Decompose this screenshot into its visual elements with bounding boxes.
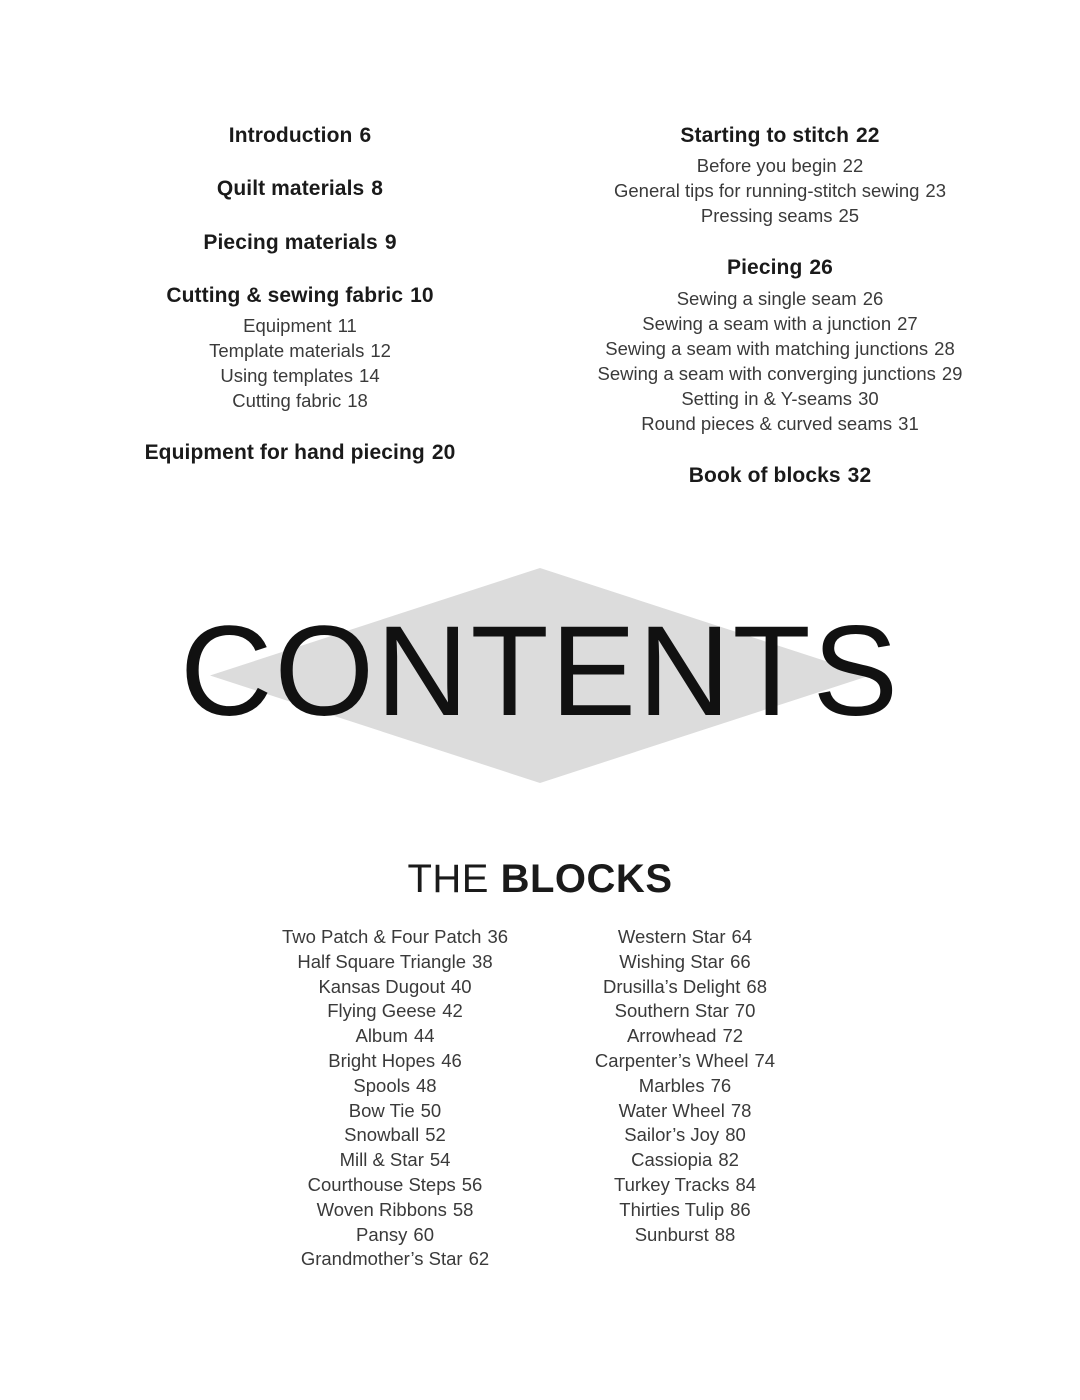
block-label: Two Patch & Four Patch (281, 926, 482, 947)
block-page: 74 (754, 1049, 776, 1071)
toc-sub-list (550, 286, 1010, 436)
table-of-contents (0, 122, 1080, 493)
toc-group-piecing (550, 254, 1010, 435)
block-page: 80 (725, 1124, 746, 1146)
toc-item-label: Sewing a seam with matching junctions (605, 337, 929, 359)
list-item[interactable] (550, 336, 1010, 361)
list-item[interactable] (250, 950, 540, 975)
list-item[interactable] (550, 311, 1010, 336)
block-page: 54 (429, 1149, 451, 1171)
block-page: 84 (735, 1173, 757, 1195)
toc-group-page: 26 (809, 256, 833, 280)
toc-group-page: 6 (359, 124, 372, 147)
toc-item-page: 28 (934, 337, 955, 359)
block-label: Southern Star (614, 1000, 729, 1022)
toc-group-label: Quilt materials (216, 177, 365, 201)
block-page: 56 (461, 1173, 483, 1195)
toc-group-title[interactable] (550, 254, 1010, 281)
list-item[interactable] (70, 363, 530, 388)
list-item[interactable] (540, 1223, 830, 1248)
block-page: 46 (441, 1049, 462, 1071)
toc-group-piecing-materials (70, 229, 530, 256)
list-item[interactable] (540, 925, 830, 950)
toc-group-quilt-materials (70, 175, 530, 202)
list-item[interactable] (540, 1099, 830, 1124)
toc-group-title[interactable] (70, 122, 530, 149)
toc-item-page: 12 (370, 340, 391, 362)
block-page: 52 (425, 1124, 446, 1146)
toc-item-page: 23 (925, 180, 946, 202)
toc-item-page: 26 (862, 287, 884, 309)
list-item[interactable] (550, 178, 1010, 203)
list-item[interactable] (550, 411, 1010, 436)
block-label: Bright Hopes (328, 1049, 436, 1071)
toc-item-page: 29 (941, 362, 963, 384)
toc-group-label: Cutting & sewing fabric (166, 283, 404, 307)
block-label: Drusilla’s Delight (602, 975, 741, 997)
toc-item-label: General tips for running-stitch sewing (614, 180, 920, 202)
toc-item-page: 18 (347, 390, 368, 412)
block-label: Western Star (617, 926, 726, 947)
toc-group-label: Piecing materials (203, 230, 378, 254)
toc-group-title[interactable] (550, 462, 1010, 489)
list-item[interactable] (550, 361, 1010, 386)
toc-group-label: Piecing (727, 256, 803, 280)
page-title: CONTENTS (180, 600, 900, 743)
blocks-list (0, 925, 1080, 1272)
block-page: 82 (718, 1149, 739, 1171)
list-item[interactable] (540, 999, 830, 1024)
block-label: Carpenter’s Wheel (594, 1049, 749, 1071)
toc-item-label: Sewing a seam with a junction (642, 312, 892, 334)
block-label: Woven Ribbons (316, 1198, 447, 1220)
list-item[interactable] (250, 1074, 540, 1099)
block-label: Water Wheel (618, 1099, 725, 1121)
toc-group-introduction (70, 122, 530, 149)
blocks-list-left (250, 925, 540, 1272)
toc-group-label: Introduction (228, 124, 353, 147)
block-label: Snowball (344, 1124, 420, 1146)
block-page: 66 (730, 950, 751, 972)
toc-group-page: 10 (410, 283, 434, 307)
block-page: 38 (472, 950, 493, 972)
toc-item-label: Pressing seams (700, 205, 833, 227)
block-label: Sailor’s Joy (624, 1124, 720, 1146)
toc-item-label: Sewing a single seam (676, 287, 857, 309)
block-label: Bow Tie (348, 1099, 415, 1121)
toc-group-title[interactable] (70, 175, 530, 202)
block-page: 48 (416, 1074, 437, 1096)
block-page: 58 (452, 1198, 474, 1220)
toc-right-column (540, 122, 1010, 493)
list-item[interactable] (250, 1024, 540, 1049)
toc-group-cutting-sewing-fabric (70, 282, 530, 413)
toc-item-label: Equipment (243, 315, 332, 337)
blocks-left-column (250, 925, 540, 1272)
block-label: Cassiopia (631, 1149, 713, 1171)
blocks-section-heading (0, 855, 1080, 903)
block-page: 62 (468, 1248, 490, 1270)
block-label: Wishing Star (619, 950, 725, 972)
list-item[interactable] (70, 313, 530, 338)
toc-group-equipment-hand-piecing (70, 439, 530, 466)
list-item[interactable] (540, 1049, 830, 1074)
list-item[interactable] (70, 338, 530, 363)
block-page: 68 (746, 975, 767, 997)
block-label: Mill & Star (339, 1149, 424, 1171)
list-item[interactable] (250, 999, 540, 1024)
toc-group-title[interactable] (70, 229, 530, 256)
toc-group-page: 8 (371, 177, 384, 201)
block-page: 60 (413, 1223, 434, 1245)
toc-item-label: Setting in & Y-seams (681, 387, 853, 409)
block-label: Flying Geese (327, 1000, 437, 1022)
toc-item-page: 14 (359, 365, 380, 387)
toc-item-page: 11 (337, 315, 357, 337)
block-page: 88 (714, 1223, 736, 1245)
block-page: 70 (734, 1000, 756, 1022)
block-page: 40 (450, 975, 472, 997)
list-item[interactable] (540, 1148, 830, 1173)
block-page: 42 (442, 1000, 463, 1022)
block-label: Pansy (356, 1223, 408, 1245)
list-item[interactable] (250, 975, 540, 1000)
list-item[interactable] (70, 388, 530, 413)
list-item[interactable] (250, 1247, 540, 1272)
toc-item-label: Sewing a seam with converging junctions (597, 362, 936, 384)
block-label: Turkey Tracks (613, 1173, 730, 1195)
block-label: Spools (353, 1074, 410, 1096)
contents-banner (0, 568, 1080, 798)
toc-group-page: 9 (384, 230, 397, 254)
toc-group-starting-to-stitch (550, 122, 1010, 228)
list-item[interactable] (250, 1173, 540, 1198)
toc-item-label: Using templates (220, 365, 354, 387)
toc-item-label: Template materials (209, 340, 365, 362)
list-item[interactable] (540, 1024, 830, 1049)
toc-left-column (70, 122, 540, 493)
toc-group-page: 32 (847, 463, 872, 487)
list-item[interactable] (540, 1173, 830, 1198)
list-item[interactable] (540, 975, 830, 1000)
block-page: 44 (413, 1025, 435, 1047)
list-item[interactable] (550, 203, 1010, 228)
block-page: 86 (730, 1198, 751, 1220)
block-label: Half Square Triangle (297, 950, 467, 972)
toc-sub-list (550, 153, 1010, 228)
block-label: Grandmother’s Star (300, 1248, 463, 1270)
block-label: Sunburst (634, 1223, 709, 1245)
block-label: Courthouse Steps (307, 1173, 456, 1195)
block-page: 76 (710, 1074, 732, 1096)
toc-group-label: Book of blocks (688, 463, 841, 487)
blocks-heading-light: THE (407, 857, 501, 901)
list-item[interactable] (540, 1198, 830, 1223)
toc-group-title[interactable] (70, 282, 530, 309)
block-label: Thirties Tulip (619, 1198, 725, 1220)
toc-group-page: 22 (856, 124, 880, 147)
toc-item-label: Cutting fabric (232, 390, 342, 412)
block-page: 72 (722, 1025, 744, 1047)
toc-item-page: 31 (898, 412, 919, 434)
toc-item-page: 30 (858, 387, 879, 409)
blocks-heading-bold: BLOCKS (500, 857, 673, 901)
block-label: Album (355, 1025, 408, 1047)
toc-group-page: 20 (431, 441, 456, 465)
toc-item-page: 22 (842, 155, 864, 177)
list-item[interactable] (540, 950, 830, 975)
toc-group-book-of-blocks (550, 462, 1010, 489)
list-item[interactable] (250, 1123, 540, 1148)
blocks-list-right (540, 925, 830, 1247)
block-label: Kansas Dugout (318, 975, 445, 997)
list-item[interactable] (250, 1198, 540, 1223)
list-item[interactable] (550, 286, 1010, 311)
toc-group-label: Starting to stitch (680, 124, 850, 147)
list-item[interactable] (250, 925, 540, 950)
toc-group-title[interactable] (550, 122, 1010, 149)
toc-group-label: Equipment for hand piecing (144, 441, 425, 465)
block-label: Arrowhead (626, 1025, 717, 1047)
list-item[interactable] (540, 1074, 830, 1099)
list-item[interactable] (250, 1148, 540, 1173)
list-item[interactable] (550, 153, 1010, 178)
list-item[interactable] (250, 1049, 540, 1074)
toc-item-label: Round pieces & curved seams (641, 412, 893, 434)
toc-item-label: Before you begin (696, 155, 837, 177)
block-page: 36 (487, 926, 509, 947)
block-label: Marbles (638, 1074, 705, 1096)
list-item[interactable] (540, 1123, 830, 1148)
list-item[interactable] (250, 1223, 540, 1248)
block-page: 50 (420, 1099, 442, 1121)
block-page: 64 (731, 926, 753, 947)
toc-item-page: 25 (838, 205, 860, 227)
list-item[interactable] (550, 386, 1010, 411)
blocks-right-column (540, 925, 830, 1272)
toc-group-title[interactable] (70, 439, 530, 466)
list-item[interactable] (250, 1099, 540, 1124)
toc-item-page: 27 (897, 312, 918, 334)
block-page: 78 (730, 1099, 752, 1121)
toc-sub-list (70, 313, 530, 413)
